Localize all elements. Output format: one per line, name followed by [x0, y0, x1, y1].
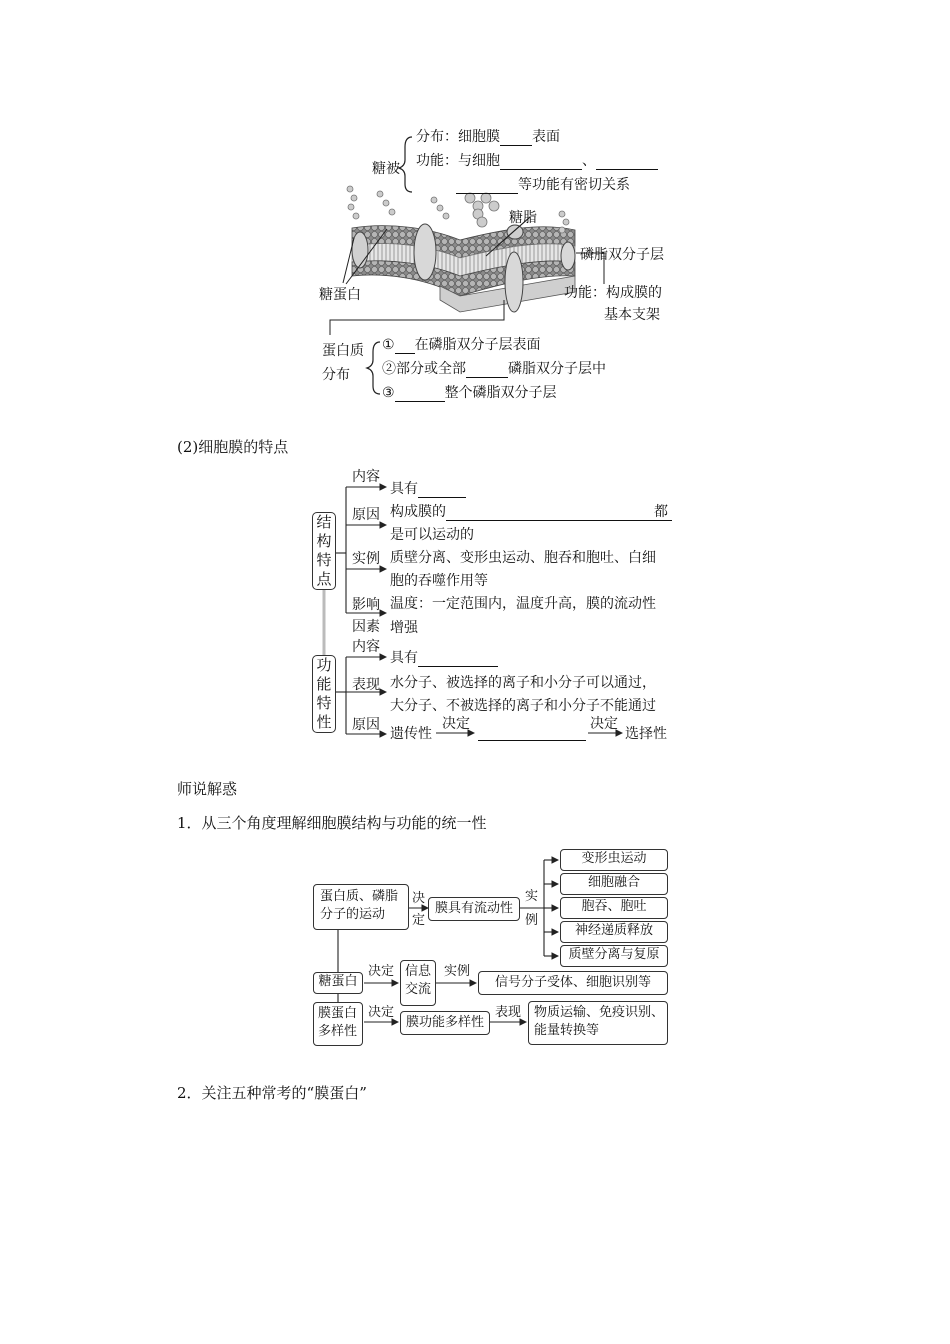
- s-factor-key-line2: 因素: [352, 619, 380, 635]
- label-char: 特: [316, 694, 332, 712]
- f-decide-1: 决定: [442, 716, 470, 732]
- example-a-2: 例: [525, 913, 539, 928]
- teacher-heading: 师说解惑: [177, 780, 238, 798]
- glyco-function-suffix: 等功能有密切关系: [518, 177, 630, 193]
- protein-dist-1-suffix: 在磷脂双分子层表面: [414, 337, 541, 353]
- s-content-text: 具有: [390, 481, 418, 497]
- box-line: 物质运输、免疫识别、: [534, 1005, 665, 1020]
- label-char: 点: [316, 570, 332, 588]
- glyco-distribution-prefix: 分布：细胞膜: [416, 129, 500, 145]
- s-reason-line2: 是可以运动的: [390, 527, 474, 543]
- box-line: 能量转换等: [534, 1023, 600, 1038]
- example-item: 变形虫运动: [560, 849, 668, 871]
- f-show-line1: 水分子、被选择的离子和小分子可以通过，: [390, 675, 656, 691]
- example-item: 神经递质释放: [560, 921, 668, 943]
- f-decide-2: 决定: [590, 716, 618, 732]
- glycocalyx-label: 糖被: [372, 161, 400, 177]
- box-function-diversity: 膜功能多样性: [400, 1011, 490, 1035]
- box-line: 交流: [404, 982, 431, 997]
- bilayer-function-line2: 基本支架: [604, 307, 660, 323]
- box-line: 膜蛋白: [318, 1006, 358, 1021]
- glycolipid-label: 糖脂: [509, 210, 537, 226]
- s-reason-prefix: 构成膜的: [390, 504, 446, 520]
- example-item: 胞吞、胞吐: [560, 897, 668, 919]
- glyco-function-sep: 、: [582, 153, 596, 169]
- bilayer-function-line1: 功能：构成膜的: [564, 285, 662, 301]
- protein-label-line1: 蛋白质: [322, 343, 364, 359]
- s-reason-end: 都: [654, 504, 668, 520]
- s-example-line2: 胞的吞噬作用等: [390, 573, 488, 589]
- box-molecule-movement: [313, 884, 409, 930]
- example-a-1: 实: [525, 889, 539, 904]
- section-heading: (2)细胞膜的特点: [177, 438, 289, 456]
- glycoprotein-label: 糖蛋白: [319, 287, 361, 303]
- f-show-key: 表现: [352, 677, 380, 693]
- f-content-key: 内容: [352, 639, 380, 655]
- box-line: 分子的运动: [320, 907, 386, 922]
- protein-dist-3-prefix: ③: [382, 385, 395, 401]
- label-char: 构: [316, 532, 332, 550]
- box-glycoprotein: 糖蛋白: [313, 972, 363, 994]
- point2-title: 2．关注五种常考的“膜蛋白”: [177, 1084, 367, 1102]
- show-c: 表现: [495, 1005, 522, 1020]
- label-char: 功: [316, 656, 332, 674]
- f-content-text: 具有: [390, 650, 418, 666]
- f-reason-end: 选择性: [625, 726, 667, 742]
- box-line: 信息: [404, 964, 431, 979]
- glyco-distribution-suffix: 表面: [532, 129, 560, 145]
- decide-c: 决定: [368, 1005, 395, 1020]
- s-factor-line1: 温度：一定范围内，温度升高，膜的流动性: [390, 596, 656, 612]
- box-protein-diversity: [313, 1002, 363, 1046]
- label-char: 性: [316, 713, 332, 731]
- s-factor-key-line1: 影响: [352, 597, 380, 613]
- example-b: 实例: [444, 964, 471, 979]
- box-info-exchange: [400, 960, 436, 1006]
- glyco-function-prefix: 功能：与细胞: [416, 153, 500, 169]
- decide-b: 决定: [368, 964, 395, 979]
- f-show-line2: 大分子、不被选择的离子和小分子不能通过: [390, 698, 656, 714]
- protein-dist-2-suffix: 磷脂双分子层中: [508, 361, 606, 377]
- s-example-key: 实例: [352, 551, 380, 567]
- f-reason-key: 原因: [352, 717, 380, 733]
- s-example-line1: 质壁分离、变形虫运动、胞吞和胞吐、白细: [390, 550, 656, 566]
- label-char: 特: [316, 551, 332, 569]
- box-fluidity: 膜具有流动性: [428, 897, 520, 921]
- decide-a-1: 决: [412, 891, 426, 906]
- protein-dist-3-suffix: 整个磷脂双分子层: [444, 385, 557, 401]
- protein-dist-1-prefix: ①: [382, 337, 395, 353]
- box-line: 蛋白质、磷脂: [320, 889, 399, 904]
- box-line: 多样性: [318, 1024, 358, 1039]
- protein-label-line2: 分布: [322, 367, 350, 383]
- s-content-key: 内容: [352, 469, 380, 485]
- example-item: 质壁分离与复原: [560, 945, 668, 967]
- protein-dist-2-prefix: ②部分或全部: [382, 361, 466, 377]
- s-reason-key: 原因: [352, 507, 380, 523]
- s-factor-line2: 增强: [390, 620, 418, 636]
- example-item: 细胞融合: [560, 873, 668, 895]
- bilayer-label: 磷脂双分子层: [580, 247, 664, 263]
- box-function-results: [528, 1001, 668, 1045]
- f-reason-start: 遗传性: [390, 726, 432, 742]
- label-char: 结: [316, 513, 332, 531]
- label-char: 能: [316, 675, 332, 693]
- box-receptor: 信号分子受体、细胞识别等: [478, 971, 668, 995]
- decide-a-2: 定: [412, 913, 426, 928]
- point1-title: 1．从三个角度理解细胞膜结构与功能的统一性: [177, 814, 487, 832]
